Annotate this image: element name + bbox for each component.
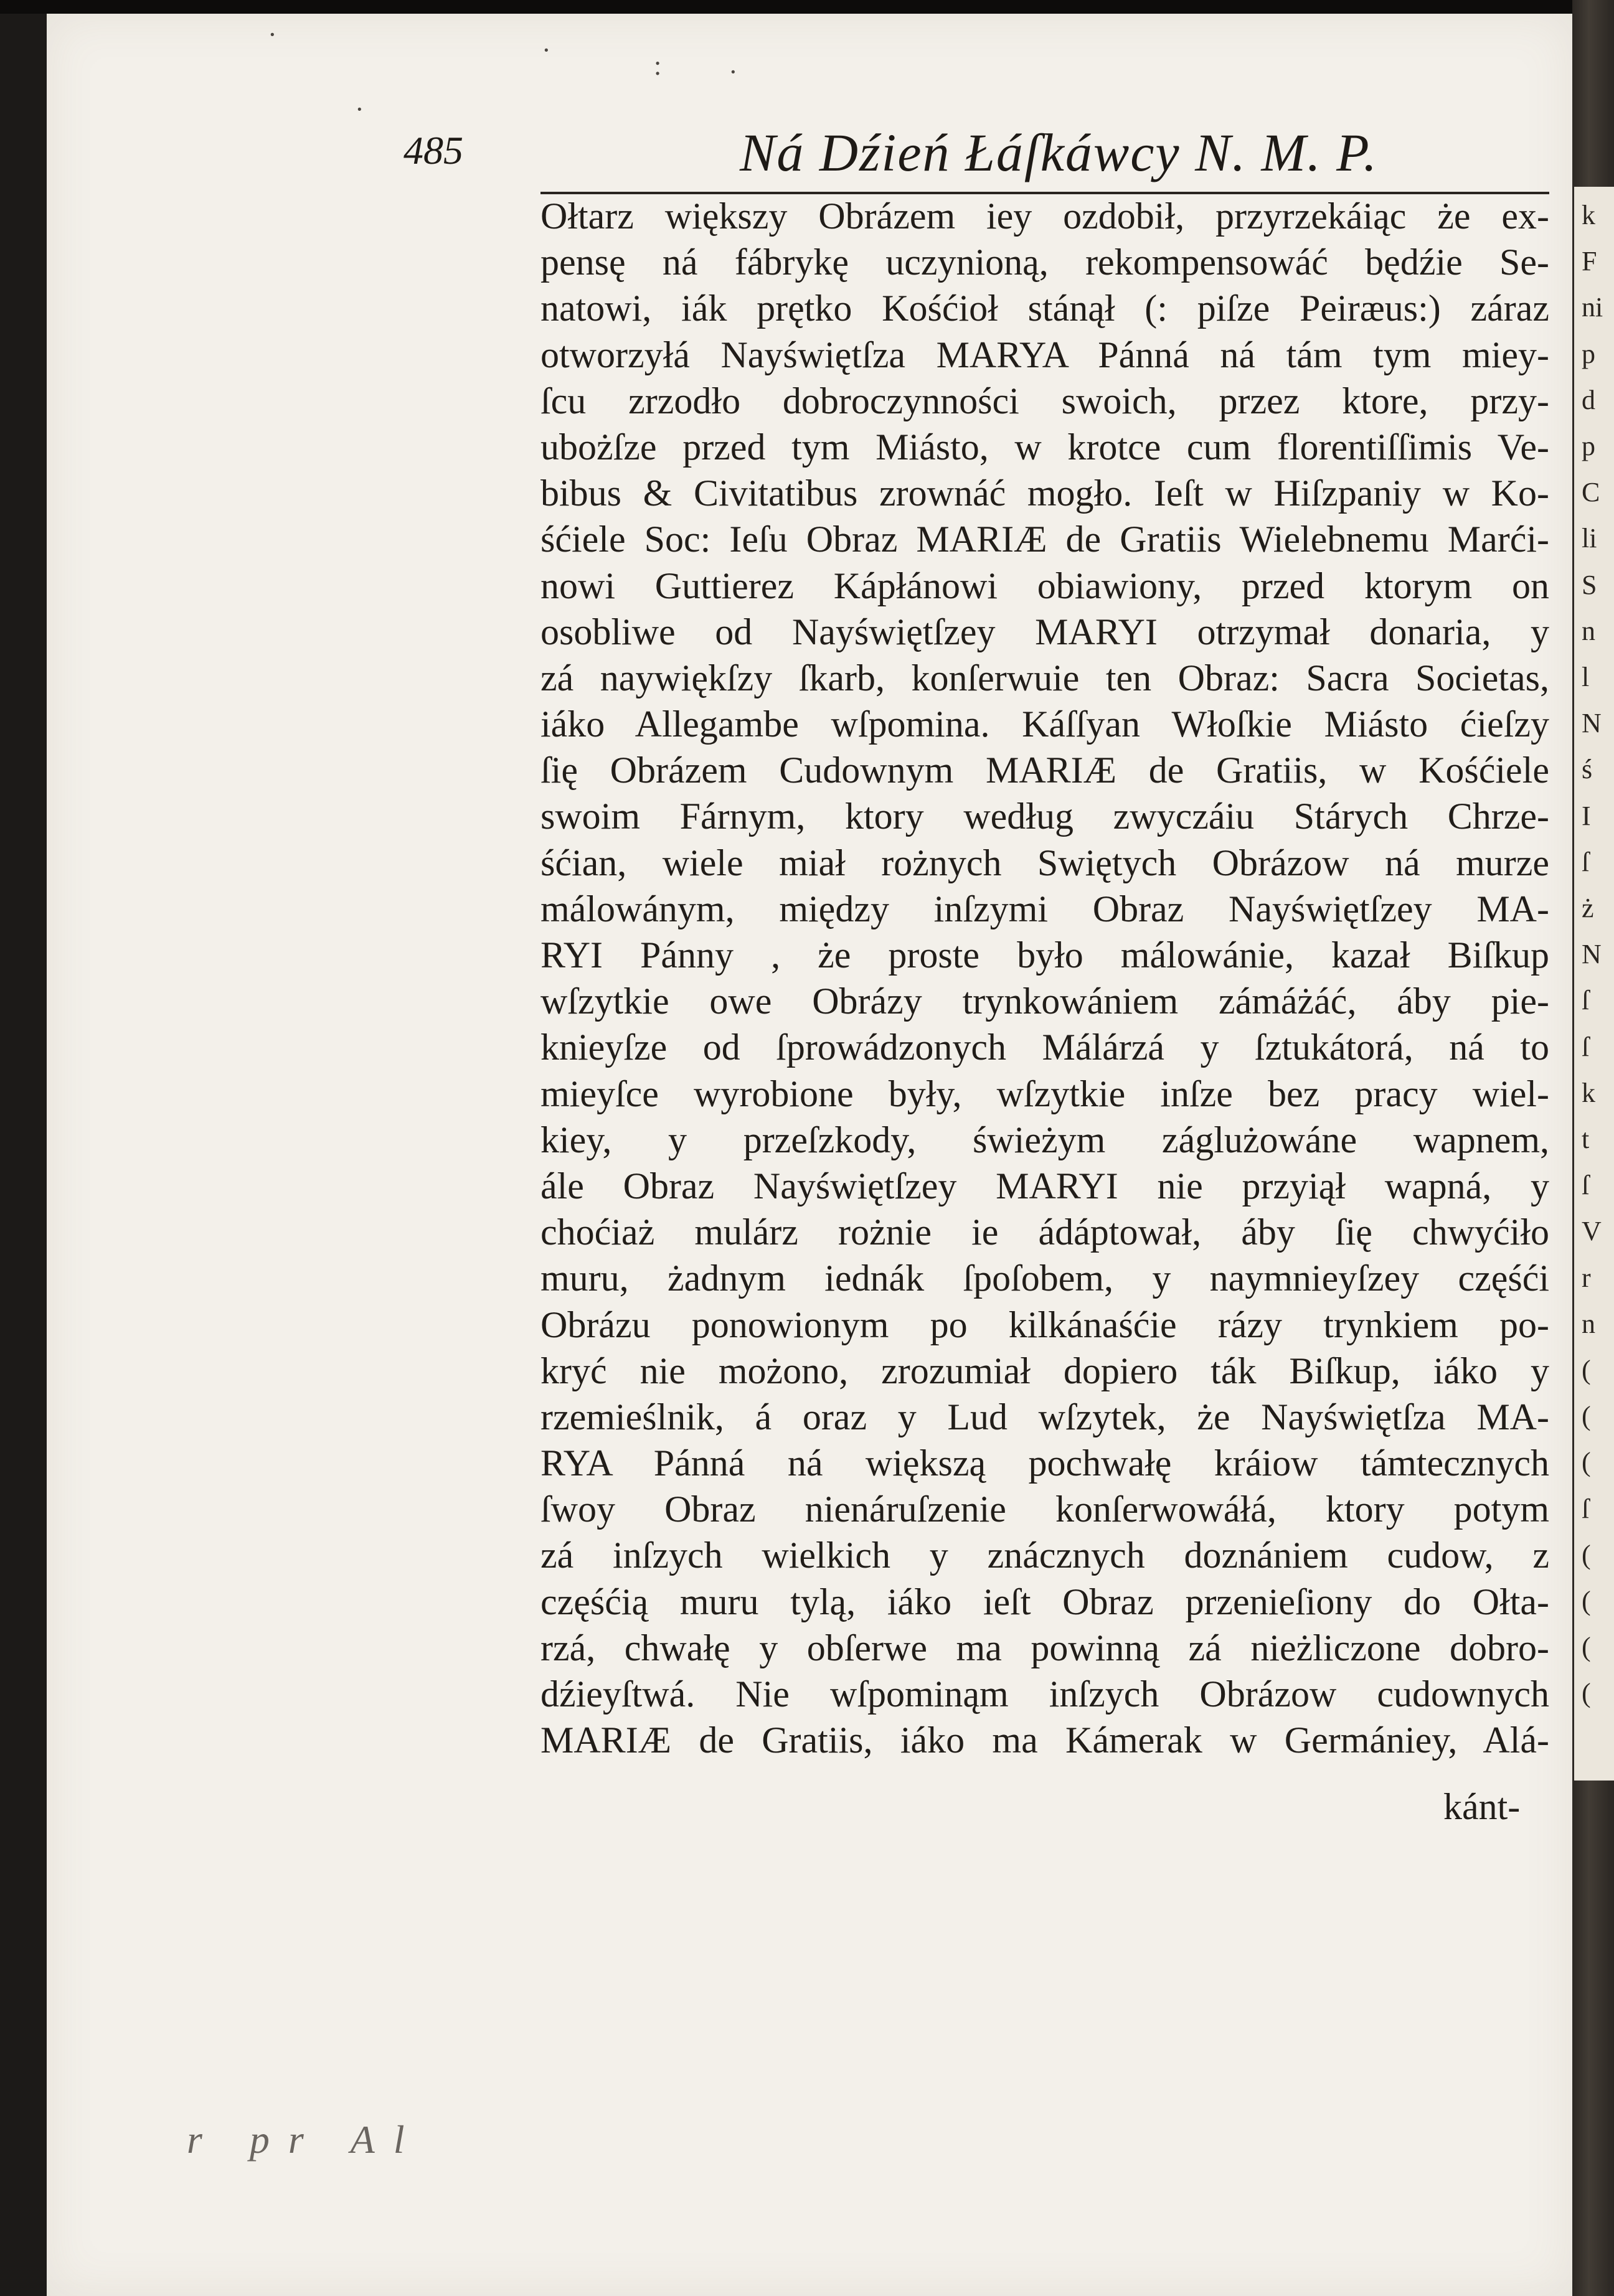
- text-line: mieyſce wyrobione były, wſzytkie inſze bez pracy wiel-: [540, 1073, 1549, 1114]
- text-line: pensę ná fábrykę uczynioną, rekompensowáć będźie Se-: [540, 242, 1549, 283]
- text-line: ále Obraz Nayświętſzey MARYI nie przyiął wapná, y: [540, 1165, 1549, 1207]
- next-page-fragment: ś: [1582, 754, 1593, 785]
- text-line: nowi Guttierez Kápłánowi obiawiony, przed ktorym on: [540, 565, 1549, 606]
- next-page-fragment: (: [1582, 1678, 1591, 1709]
- next-page-fragment: ſ: [1582, 1031, 1590, 1062]
- running-head: [404, 121, 1549, 190]
- next-page-fragment: r: [1582, 1262, 1591, 1293]
- text-line: RYA Pánná ná większą pochwałę kráiow támtecznych: [540, 1442, 1549, 1484]
- text-line: kiey, y przeſzkody, świeżym záglużowáne wapnem,: [540, 1119, 1549, 1160]
- stray-mark: ·: [729, 57, 738, 87]
- text-line: kryć nie możono, zrozumiał dopiero ták Biſkup, iáko y: [540, 1350, 1549, 1391]
- next-page-fragment: p: [1582, 338, 1595, 369]
- next-page-fragment: ſ: [1582, 985, 1590, 1016]
- text-line: swoim Fárnym, ktory według zwyczáiu Stárych Chrze-: [540, 796, 1549, 837]
- text-line: Ołtarz większy Obrázem iey ozdobił, przyrzekáiąc że ex-: [540, 195, 1549, 237]
- next-page-fragment: d: [1582, 384, 1595, 415]
- text-line: ſię Obrázem Cudownym MARIÆ de Gratiis, w Kośćiele: [540, 750, 1549, 791]
- text-line: ſcu zrzodło dobroczynności swoich, przez ktore, przy-: [540, 380, 1549, 421]
- next-page-fragment: (: [1582, 1539, 1591, 1570]
- next-page-fragment: (: [1582, 1632, 1591, 1663]
- next-page-fragment: t: [1582, 1124, 1590, 1154]
- next-page-fragment: (: [1582, 1355, 1591, 1385]
- stray-mark: ·: [542, 35, 551, 65]
- next-page-fragment: n: [1582, 615, 1595, 646]
- next-page-fragment: ni: [1582, 292, 1603, 323]
- next-page-fragment: ſ: [1582, 846, 1590, 877]
- next-page-fragment: N: [1582, 939, 1602, 970]
- next-page-edge: [1574, 187, 1614, 1781]
- text-line: osobliwe od Nayświętſzey MARYI otrzymał donaria, y: [540, 611, 1549, 652]
- next-page-fragment: C: [1582, 477, 1600, 508]
- text-line: iáko Allegambe wſpomina. Káſſyan Włoſkie Miásto ćieſzy: [540, 703, 1549, 745]
- text-line: wſzytkie owe Obrázy trynkowániem zámáżáć, áby pie-: [540, 981, 1549, 1022]
- body-text: [540, 193, 1549, 1763]
- handwritten-note: r pr Al: [187, 2117, 423, 2162]
- next-page-fragment: S: [1582, 569, 1597, 600]
- stray-mark: ·: [355, 94, 364, 125]
- text-line: Obrázu ponowionym po kilkánaśćie rázy trynkiem po-: [540, 1304, 1549, 1345]
- text-line: MARIÆ de Gratiis, iáko ma Kámerak w Germániey, Alá-: [540, 1720, 1549, 1761]
- page-number: 485: [404, 128, 463, 172]
- text-line: dźieyſtwá. Nie wſpominąm inſzych Obrázow cudownych: [540, 1673, 1549, 1715]
- next-page-fragment: k: [1582, 200, 1595, 230]
- next-page-fragment: (: [1582, 1447, 1591, 1478]
- next-page-fragment: n: [1582, 1308, 1595, 1339]
- text-line: natowi, iák prętko Kośćioł stánął (: piſze Peiræus:) záraz: [540, 288, 1549, 329]
- catchword: kánt-: [1443, 1786, 1521, 1827]
- text-line: málowánym, między inſzymi Obraz Nayświętſzey MA-: [540, 888, 1549, 929]
- text-line: knieyſze od ſprowádzonych Málárzá y ſztukátorá, ná to: [540, 1027, 1549, 1068]
- next-page-fragment: (: [1582, 1401, 1591, 1432]
- stray-mark: ·: [268, 19, 277, 50]
- next-page-fragment: k: [1582, 1077, 1595, 1108]
- text-line: zá naywiękſzy ſkarb, konſerwuie ten Obraz: Sacra Societas,: [540, 657, 1549, 699]
- text-line: rzá, chwałę y obſerwe ma powinną zá nieżliczone dobro-: [540, 1627, 1549, 1668]
- next-page-fragment: p: [1582, 431, 1595, 461]
- text-line: śćian, wiele miał rożnych Swiętych Obrázow ná murze: [540, 842, 1549, 883]
- scan-top-border: [0, 0, 1614, 14]
- next-page-fragment: ż: [1582, 893, 1594, 923]
- text-line: otworzyłá Nayświętſza MARYA Pánná ná tám tym miey-: [540, 334, 1549, 375]
- next-page-fragment: l: [1582, 662, 1590, 692]
- text-line: ubożſze przed tym Miásto, w krotce cum florentiſſimis Ve-: [540, 426, 1549, 468]
- running-title: Ná Dźień Łáſkáwcy N. M. P.: [740, 123, 1379, 182]
- next-page-fragment: ſ: [1582, 1170, 1590, 1201]
- text-line: rzemieślnik, á oraz y Lud wſzytek, że Nayświętſza MA-: [540, 1396, 1549, 1437]
- next-page-fragment: li: [1582, 523, 1597, 554]
- next-page-fragment: I: [1582, 800, 1591, 831]
- text-line: ſwoy Obraz nienáruſzenie konſerwowáłá, ktory potym: [540, 1489, 1549, 1530]
- text-line: choćiaż mulárz rożnie ie ádáptował, áby ſię chwyćiło: [540, 1212, 1549, 1253]
- text-line: śćiele Soc: Ieſu Obraz MARIÆ de Gratiis Wielebnemu Marći-: [540, 519, 1549, 560]
- next-page-fragment: F: [1582, 246, 1597, 277]
- text-line: muru, żadnym iednák ſpoſobem, y naymnieyſzey częśći: [540, 1258, 1549, 1299]
- next-page-fragment: (: [1582, 1586, 1591, 1616]
- text-line: bibus & Civitatibus zrownáć mogło. Ieſt w Hiſzpaniy w Ko-: [540, 473, 1549, 514]
- stray-mark: :: [654, 50, 662, 81]
- text-line: częśćią muru tylą, iáko ieſt Obraz przenieſiony do Ołta-: [540, 1581, 1549, 1622]
- text-line: zá inſzych wielkich y znácznych doznániem cudow, z: [540, 1535, 1549, 1576]
- text-line: RYI Pánny , że proste było málowánie, kazał Biſkup: [540, 934, 1549, 976]
- next-page-fragment: N: [1582, 708, 1602, 739]
- next-page-fragment: V: [1582, 1216, 1602, 1247]
- next-page-fragment: ſ: [1582, 1493, 1590, 1524]
